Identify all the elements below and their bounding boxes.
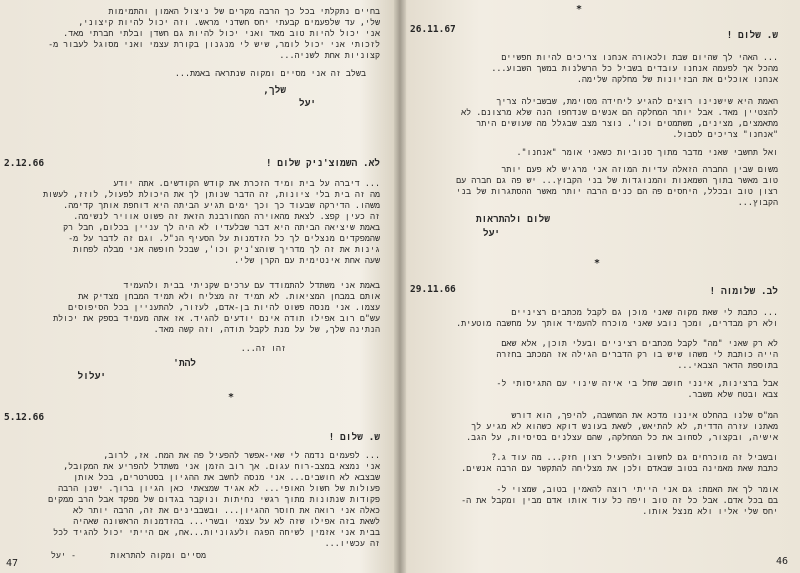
letter-line: צבא ובטח שלא משבר. bbox=[687, 389, 778, 399]
letter-line: מאתנו עזרה הדדית, לא להתיאש, לשאת בעונש דוקא כשהוא לא מגיע לך bbox=[471, 421, 778, 431]
letter-line: שבצבא לא חושבים... אני מנסה לחשב את ההגיון בסטרטרים, בכל אותן bbox=[73, 472, 380, 482]
letter-line: יחס שלי אליו ולא מנצל אותו. bbox=[642, 506, 778, 516]
left-page bbox=[0, 0, 396, 573]
intro-line: שלי, עד שלפעמים קבעתי יחס חשדני מראש. וזה יכול להיות קיצוני, bbox=[78, 17, 380, 27]
letter-line: מתאמצים, מצינים, משתמטים וכו'. נוצר מצב שבגלל מה שעושים היתר bbox=[476, 118, 778, 128]
right-page bbox=[404, 0, 800, 573]
letter-line: עצמו. אני מנסה פשוט להיות בן-אדם, לעזור, להתעניין בכל הסיפוסים bbox=[68, 302, 380, 312]
letter-line: אומר לך את האמת: גם אני הייתי רוצה להאמין בטוב, שמצוי ל- bbox=[496, 484, 778, 494]
letter-date: 5.12.66 bbox=[4, 412, 45, 423]
letter-line: זה כעין קפצ. לצאת מהאוירה המחורבנת הזאת זה פשוט אוויר לנשימה. bbox=[73, 211, 380, 221]
letter-line: באמת שיציאה הביתה היא דבר שבלעדיו לא היה לך עניין בכלום, חבל רק bbox=[63, 222, 380, 232]
letter-line: ... לפעמים נדמה לי שאי-אפשר להפעיל פה את המח. אז, לרוב, bbox=[103, 450, 380, 460]
letter-closing: זהו זה... bbox=[240, 343, 286, 353]
letter-line: הקבוץ... bbox=[737, 197, 778, 207]
letter-line: אותם במבחן המציאות. לא תמיד זה מצליח ולא תמיד המבחן מצדיק את bbox=[78, 291, 380, 301]
letter-line: עש"ם רוב אפילו תודה אינם יודעים להגיד. אז אתה מעמיד בספק את יכולת bbox=[53, 313, 380, 323]
letter-signature: יעלול bbox=[77, 371, 106, 382]
letter-line: גינות את זה לך מדריך שוהצ'ניק וכו', שבכל חופשה אני מבלה לפחות bbox=[73, 244, 380, 254]
letter-greeting: ש. שלום ! bbox=[328, 432, 380, 443]
intro-line: לזכותי אני יכול לומר, שיש לי מנגנון בקורת עצמי ואני מסוגל לעבור מ- bbox=[48, 39, 380, 49]
letter-line: הייה כותבת לי משהו שיש בו רק הדברים הגילה אז המכתב בחזרה bbox=[496, 349, 778, 359]
letter-line: כאלה אני רואה את חוסר ההגיון... ובשבבינים את זה, הרבה יותר לא bbox=[73, 505, 380, 515]
letter-line: שהמפקדים מנצלים לך כל הזדמנות על הסעיף הנ"ל. וגם זה לדבר על מ- bbox=[68, 233, 380, 243]
section-separator: * bbox=[576, 4, 583, 15]
letter-line: רצון טוב ובכלל, היחסים פה הם כנים הרבה יותר מאשר ההסתגרות של בני bbox=[456, 186, 778, 196]
intro-shalom: שלך, bbox=[263, 85, 286, 96]
letter-line: מה זה בית בלי ציונות, זה הדבר שנותן לך את היכולת לפעול, לוזז, לעשות bbox=[43, 189, 380, 199]
page-number: 46 bbox=[776, 556, 789, 567]
intro-line: קצוניות אחת לשניה... bbox=[279, 50, 380, 60]
letter-line: ולא רק מבדרים, ומכך נובע שאני מוכרח להעמיד אותך על מחשבה מוטעית. bbox=[456, 318, 778, 328]
letter-shalom: להת' bbox=[173, 358, 196, 369]
letter-line: מהכל אך לפעמה אנחנו עובדים בשביל כל הרשלנות במשך השבוע... bbox=[491, 63, 778, 73]
letter-line: פעולות של חשול האופי... לא אגיד שמצאתי כאן הגיון ברוך. ישנן הרבה bbox=[58, 483, 380, 493]
letter-closing: שלום ולהתראות bbox=[475, 214, 550, 225]
letter-line: לשאת בזה אפילו שזה לא על עצמי ובשרי... בהזדמנות הראשונה שאהיה bbox=[73, 516, 380, 526]
letter-greeting: ש. שלום ! bbox=[726, 30, 778, 41]
letter-line: אישיה, ובקצור, לסחוב את כל המחלקה, שהם עצלנים בסיסיות, על הגב. bbox=[466, 432, 778, 442]
letter-line: כתבת שאת מאמינה בטוב שבאדם ולכן את מצליחה להתקשר עם הרבה אנשים. bbox=[461, 463, 778, 473]
letter-signature: יעל bbox=[482, 228, 500, 239]
intro-closing: בשלב זה אני מסיים ומקוה שנתראה באמת... bbox=[174, 68, 366, 78]
letter-closing: מסיים ומקוה להתראות bbox=[110, 550, 206, 560]
section-separator: * bbox=[594, 258, 601, 269]
intro-line: אני יכול להיות טוב מאד ואני יכול להיות גם חשדן ובלתי חברתי מאד. bbox=[63, 28, 380, 38]
letter-date: 2.12.66 bbox=[4, 158, 45, 169]
letter-line: אני נמצא במצב-רוח עגום. אך רוב הזמן אני משתדל להפריע את המקובל, bbox=[63, 461, 380, 471]
letter-line: הנתינה שלך, של על מנת לקבל תודה, וזה קשה מאד. bbox=[153, 324, 380, 334]
letter-line: המ"ס שלנו בהחלט איננו מדכא את המחשבה, להיפך, הוא דורש bbox=[511, 410, 778, 420]
letter-line: משום שבין החברה הזאלה עדיות המוזה אני מרגיש לא פעם יותר bbox=[501, 164, 778, 174]
letter-line: בם בכל אדם. אבל כל זה טוב ויפה כל עוד אותו אדם מבין ומקבל את ה- bbox=[461, 495, 778, 505]
letter-line: להצטיין מאד. אבל יותר המחלקה הם אנשים שנדחפו הנה שלא מרצונם. לא bbox=[461, 107, 778, 117]
letter-line: ... כתבת לי שאת מקוה שאני מוכן גם לקבל מכתבים רציניים bbox=[511, 307, 778, 317]
letter-line: ... האהי לך שהיום שבת ולכאורה אנחנו צריכים להיות חפשיים bbox=[501, 52, 778, 62]
letter-line: זה עכשיו... bbox=[324, 538, 380, 548]
letter-line: אבל ברצינות, אינני חושב שחל בי איזה שינוי עם התגיסותי ל- bbox=[496, 378, 778, 388]
letter-line: משהו. הדירקה שבעוד כך וכך ימים תגיע הביתה היא דוחפת אותך קדימה. bbox=[63, 200, 380, 210]
letter-greeting: לב. שלומוה ! bbox=[709, 286, 778, 297]
letter-line: ואל תחשבי שאני מדבר מתוך סנוביות כשאני אומר "אנחנו". bbox=[516, 147, 778, 157]
letter-date: 26.11.67 bbox=[410, 24, 456, 35]
letter-line: ובשביל זה מוכרחים גם לחשוב ולהפעיל רצון חזק... מה עוד ג.? bbox=[491, 452, 778, 462]
page-number: 47 bbox=[6, 558, 19, 569]
letter-line: שעה אחת אינטימית עם הקרן שלי. bbox=[234, 255, 380, 265]
letter-signature: - יעל bbox=[50, 550, 76, 560]
letter-date: 29.11.66 bbox=[410, 284, 456, 295]
intro-signature: יעל bbox=[298, 98, 316, 109]
letter-greeting: לא. השמוצ'ניק שלום ! bbox=[265, 158, 380, 169]
letter-line: בבית אני אזמין לשיחה הפגה ולעגוניות...אח, אם הייתי יכול להגיד לכל bbox=[53, 527, 380, 537]
letter-line: ... דיברה על בית ומיד הזכרת את קודש הקודשים. אתה יודע bbox=[113, 178, 380, 188]
letter-line: "אנחנו" צריכים לסבול. bbox=[672, 129, 778, 139]
section-separator: * bbox=[228, 392, 235, 403]
intro-line: בחיים נתקלתי בכל כך הרבה מקרים של ניצול האמון והתמימות bbox=[108, 6, 380, 16]
letter-line: פקודות שנתונות מתוך רגשי נחיתות ונוקבר בגדום של מפקד אבל הרב ממקים bbox=[48, 494, 380, 504]
letter-line: אנחנו אוכלים את הבזיונות של מחלקה שלימה. bbox=[576, 74, 778, 84]
letter-line: לא רק שאני "מה" לקבל מכתבים רציניים ובעלי תוכן, אלא שאם bbox=[501, 338, 778, 348]
letter-line: בתוספת הדאר הצבאי... bbox=[677, 360, 778, 370]
letter-line: טוב מאשר בתוך השמאנות והמנוגדות של בני הקבוץ... יש פה גם חברה עם bbox=[456, 175, 778, 185]
letter-line: באמת אני משתדל להתמודד עם ערכים שקניתי בבית ולהעמיד bbox=[123, 280, 380, 290]
letter-line: האמת היא שישנינו רוצים להגיע ליחידה מסוימת, שבשבילה צריך bbox=[496, 96, 778, 106]
